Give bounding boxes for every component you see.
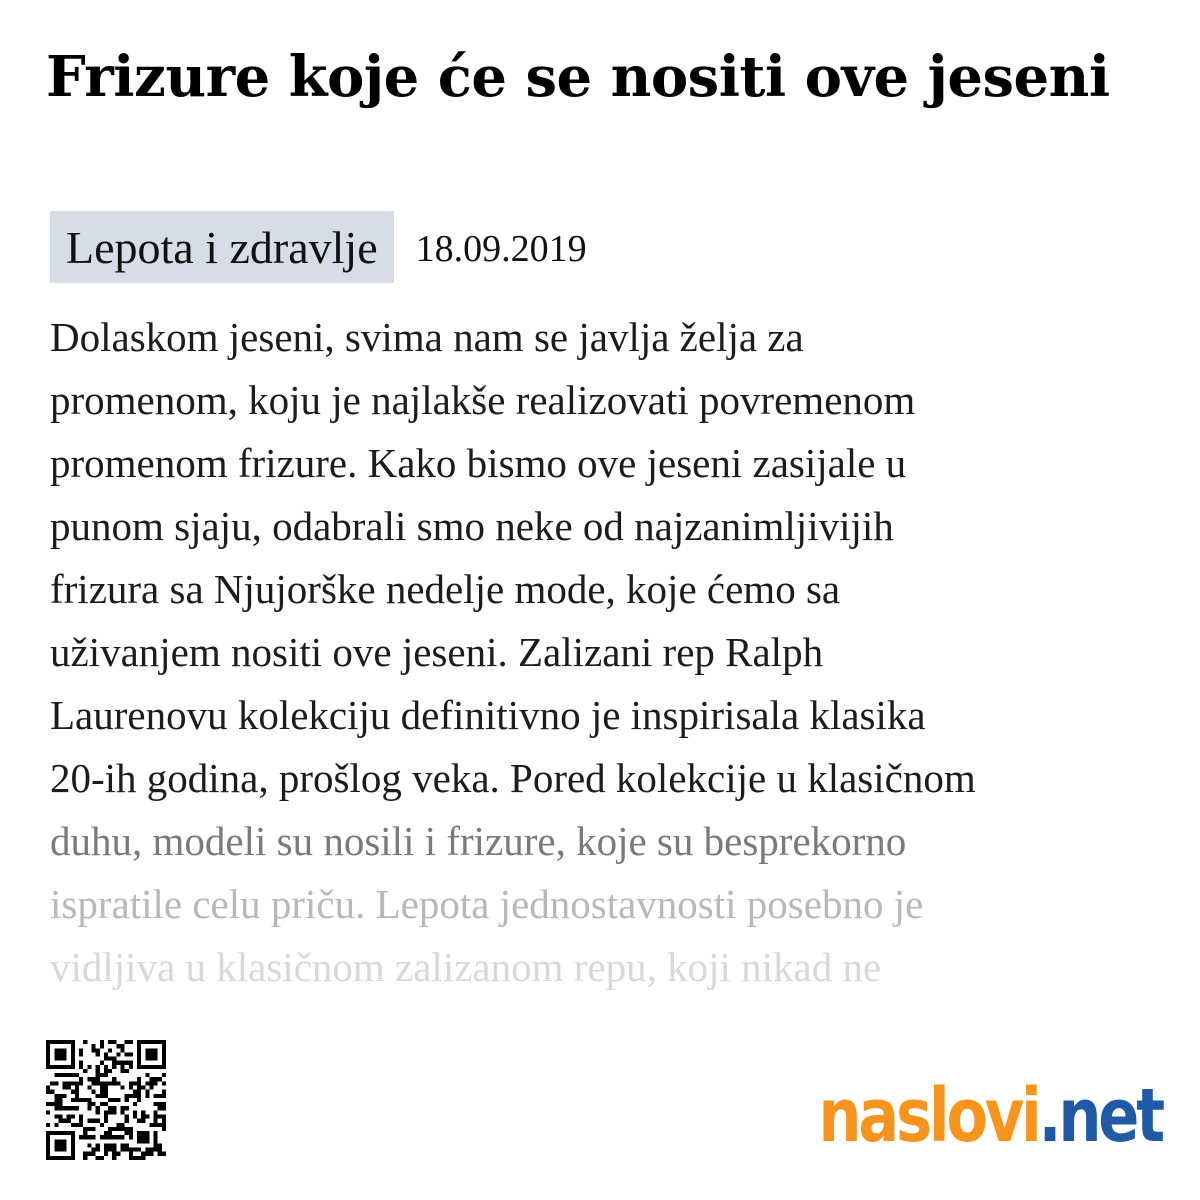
logo-part-net: .net: [1038, 1073, 1162, 1159]
publish-date: 18.09.2019: [415, 228, 587, 270]
article-meta: [50, 211, 587, 283]
body-line: promenom frizure. Kako bismo ove jeseni zasijale u: [50, 440, 907, 486]
body-line: vidljiva u klasičnom zalizanom repu, koji nikad ne: [50, 944, 882, 990]
body-line: 20-ih godina, prošlog veka. Pored kolekcije u klasičnom: [50, 755, 976, 801]
naslovi-net-logo[interactable]: [819, 1068, 1162, 1164]
body-line: punom sjaju, odabrali smo neke od najzanimljivijih: [50, 503, 894, 549]
body-line: uživanjem nositi ove jeseni. Zalizani rep Ralph: [50, 629, 824, 675]
logo-part-naslovi: naslovi: [818, 1073, 1039, 1159]
body-line: Dolaskom jeseni, svima nam se javlja želja za: [50, 314, 804, 360]
body-line: promenom, koju je najlakše realizovati povremenom: [50, 377, 916, 423]
body-line: frizura sa Njujorške nedelje mode, koje ćemo sa: [50, 566, 841, 612]
article-body: [50, 306, 1170, 999]
category-badge[interactable]: Lepota i zdravlje: [50, 211, 394, 283]
body-line: ispratile celu priču. Lepota jednostavnosti posebno je: [50, 881, 924, 927]
qr-code-icon[interactable]: [46, 1038, 166, 1162]
article-title: Frizure koje će se nositi ove jeseni: [46, 44, 1110, 110]
body-line: Laurenovu kolekciju definitivno je inspirisala klasika: [50, 692, 926, 738]
body-line: duhu, modeli su nosili i frizure, koje su besprekorno: [50, 818, 907, 864]
